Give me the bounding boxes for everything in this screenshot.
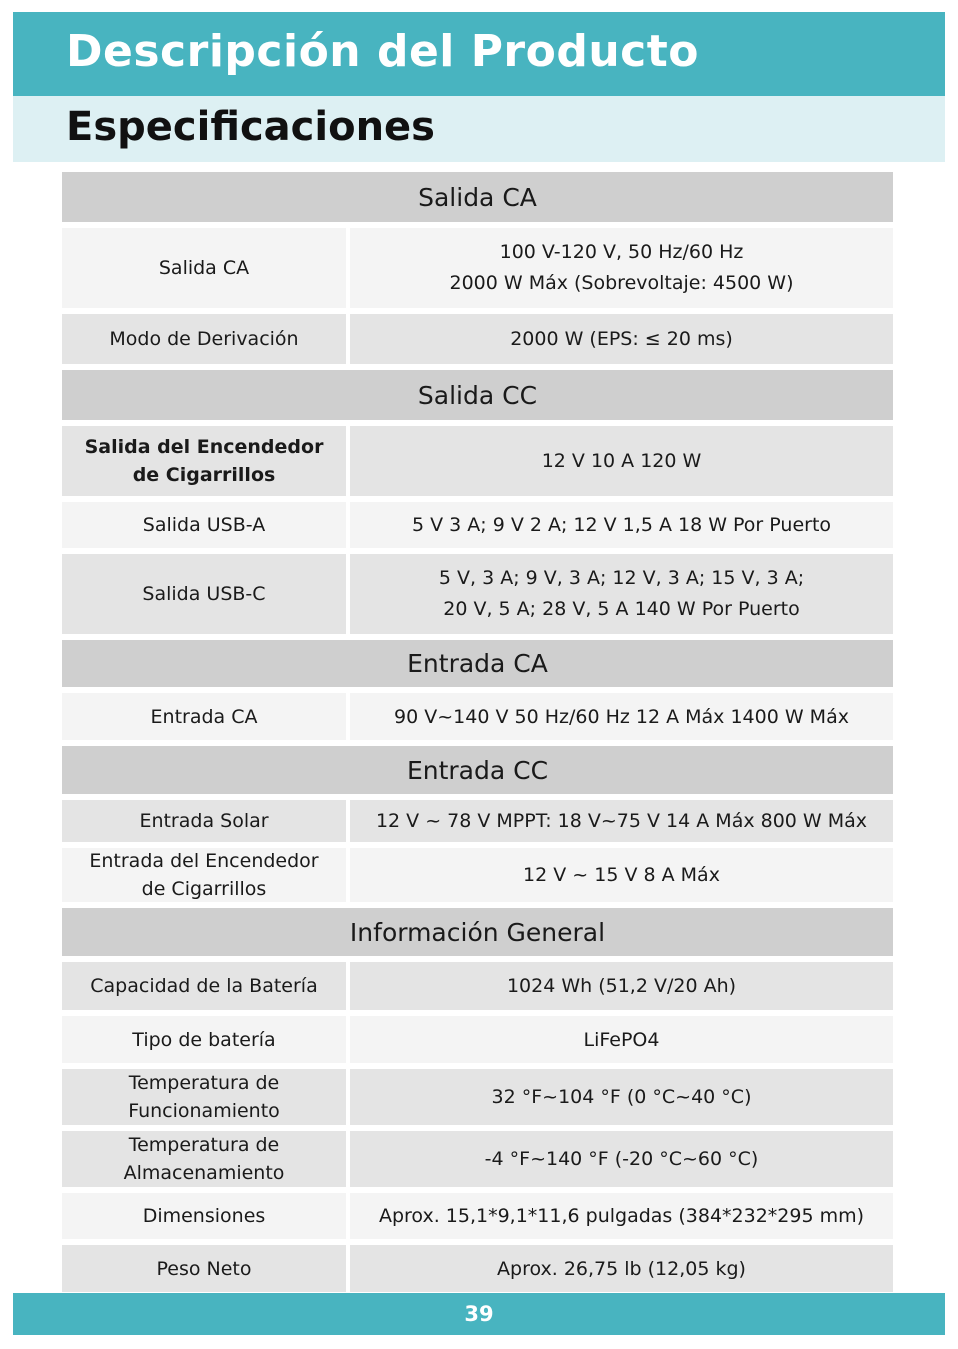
section-header-entrada-cc: Entrada CC bbox=[62, 746, 893, 794]
table-row bbox=[62, 426, 893, 496]
row-label: Capacidad de la Batería bbox=[62, 962, 346, 1010]
row-label: Salida del Encendedor de Cigarrillos bbox=[62, 426, 346, 496]
row-value: 100 V-120 V, 50 Hz/60 Hz 2000 W Máx (Sobrevoltaje: 4500 W) bbox=[350, 228, 893, 308]
row-label: Dimensiones bbox=[62, 1193, 346, 1239]
table-row bbox=[62, 962, 893, 1010]
row-value: 32 °F~104 °F (0 °C~40 °C) bbox=[350, 1069, 893, 1125]
row-label: Salida CA bbox=[62, 228, 346, 308]
row-label: Temperatura de Funcionamiento bbox=[62, 1069, 346, 1125]
spec-table bbox=[62, 172, 893, 1298]
row-value: 5 V 3 A; 9 V 2 A; 12 V 1,5 A 18 W Por Puerto bbox=[350, 502, 893, 548]
row-value: Aprox. 15,1*9,1*11,6 pulgadas (384*232*295 mm) bbox=[350, 1193, 893, 1239]
section-header-salida-ca: Salida CA bbox=[62, 172, 893, 222]
row-label: Salida USB-C bbox=[62, 554, 346, 634]
row-label: Temperatura de Almacenamiento bbox=[62, 1131, 346, 1187]
row-value: 1024 Wh (51,2 V/20 Ah) bbox=[350, 962, 893, 1010]
table-row bbox=[62, 1016, 893, 1063]
row-label: Entrada Solar bbox=[62, 800, 346, 842]
row-label: Entrada CA bbox=[62, 693, 346, 740]
row-label: Tipo de batería bbox=[62, 1016, 346, 1063]
section-header-informacion-general: Información General bbox=[62, 908, 893, 956]
row-value: 12 V ~ 15 V 8 A Máx bbox=[350, 848, 893, 902]
row-value: 90 V~140 V 50 Hz/60 Hz 12 A Máx 1400 W Máx bbox=[350, 693, 893, 740]
section-header-entrada-ca: Entrada CA bbox=[62, 640, 893, 687]
subheader-bar bbox=[13, 96, 945, 162]
row-label: Salida USB-A bbox=[62, 502, 346, 548]
table-row bbox=[62, 1193, 893, 1239]
page-title: Descripción del Producto bbox=[66, 26, 700, 77]
table-row bbox=[62, 314, 893, 364]
row-value: LiFePO4 bbox=[350, 1016, 893, 1063]
row-value: -4 °F~140 °F (-20 °C~60 °C) bbox=[350, 1131, 893, 1187]
table-row bbox=[62, 1131, 893, 1187]
row-value: 5 V, 3 A; 9 V, 3 A; 12 V, 3 A; 15 V, 3 A; 20 V, 5 A; 28 V, 5 A 140 W Por Puerto bbox=[350, 554, 893, 634]
table-row bbox=[62, 1245, 893, 1292]
footer-bar bbox=[13, 1293, 945, 1335]
table-row bbox=[62, 502, 893, 548]
row-value: 2000 W (EPS: ≤ 20 ms) bbox=[350, 314, 893, 364]
table-row bbox=[62, 228, 893, 308]
row-label: Peso Neto bbox=[62, 1245, 346, 1292]
section-title: Especificaciones bbox=[66, 104, 435, 150]
section-header-salida-cc: Salida CC bbox=[62, 370, 893, 420]
row-label: Entrada del Encendedor de Cigarrillos bbox=[62, 848, 346, 902]
page-number: 39 bbox=[464, 1302, 494, 1326]
row-value: 12 V ~ 78 V MPPT: 18 V~75 V 14 A Máx 800 W Máx bbox=[350, 800, 893, 842]
table-row bbox=[62, 848, 893, 902]
table-row bbox=[62, 1069, 893, 1125]
row-label: Modo de Derivación bbox=[62, 314, 346, 364]
table-row bbox=[62, 693, 893, 740]
table-row bbox=[62, 554, 893, 634]
row-value: Aprox. 26,75 lb (12,05 kg) bbox=[350, 1245, 893, 1292]
row-value: 12 V 10 A 120 W bbox=[350, 426, 893, 496]
table-row bbox=[62, 800, 893, 842]
header-bar bbox=[13, 12, 945, 96]
